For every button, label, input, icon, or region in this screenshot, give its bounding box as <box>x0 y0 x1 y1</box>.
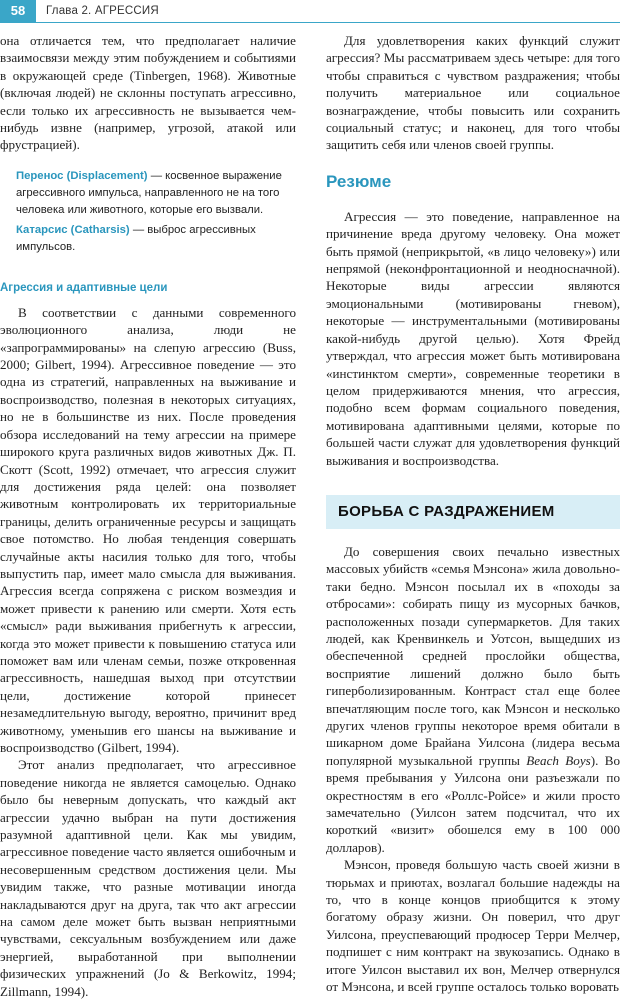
definitions <box>16 168 296 256</box>
subheading: Агрессия и адаптивные цели <box>0 281 168 294</box>
right-column <box>326 32 620 996</box>
text-run: До совершения своих печально известных массовых убийств «семья Мэнсона» жила довольно-таки бедно. Мэнсон посылал их в «походы за отбросами»: собирать пищу из мусорных бачков, расположенных позади супермаркетов. Для таких людей, как Кренвинкель и Уотсон, выщедших из обеспеченной средней прослойки общества, восприятие лишений должно было быть гиперболизированным. Контраст стал еще более впечатляющим после того, как Мэнсон и несколько других членов группы некоторое время обитали в шикарном доме Брайана Уилсона (лидера весьма популярной музыкальной группы <box>326 543 620 768</box>
paragraph: она отличается тем, что предполагает наличие взаимосвязи между этим побуждением и событиями в окружающей среде (Tinbergen, 1968). Животные (включая людей) не склонны поступать агрессивно, если только их агрессивность не вызывается чем-нибудь извне (например, угрозой, атакой или фрустрацией). <box>0 33 296 153</box>
paragraph: Этот анализ предполагает, что агрессивное поведение никогда не является самоцелью. Однако было бы неверным допускать, что каждый акт агрессии удачно выбран на пути достижения разумной адаптивной цели. Как мы увидим, агрессивное поведение часто является ошибочным и несовершенным средством достижения цели. Мы увидим также, что разные мотивации иногда накладываются друг на друга, так что акт агрессии на самом деле может быть вызван неприятными чувствами, сексуальным возбуждением или даже энергией, выработанной при выполнении физических упражнений (Jo & Berkowitz, 1994; Zillmann, 1994). <box>0 757 296 999</box>
page-number: 58 <box>0 0 36 22</box>
term-catharsis: Катарсис (Catharsis) <box>16 223 130 236</box>
paragraph: Для удовлетворения каких функций служит агрессия? Мы рассматриваем здесь четыре: для того чтобы справиться с чувством раздражения; чтобы получить материальное или социальное вознаграждение, чтобы повысить или сохранить социальный статус; и наконец, для того чтобы защитить себя или членов своей группы. <box>326 33 620 153</box>
summary-title: Резюме <box>326 171 392 191</box>
definition-text: — косвенное выражение агрессивного импульса, направленного не на того человека или животного, которые его вызвали. <box>16 169 282 216</box>
box-paragraph: Мэнсон, проведя большую часть своей жизни в тюрьмах и приютах, возлагал большие надежды на то, что в конце концов приобщится к этому богатому образу жизни. Он поверил, что друг Уилсона, преуспевающий продюсер Терри Мелчер, подпишет с ним контракт на звукозапись. Однако в итоге Уилсон выставил их вон, Мелчер отвернулся от Мэнсона, и всей группе осталось только воровать <box>326 857 620 995</box>
definition-text: — выброс агрессивных импульсов. <box>16 223 256 253</box>
definition-displacement <box>16 168 296 219</box>
paragraph: В соответствии с данными современного эволюционного анализа, люди не «запрограммированы» на слепую агрессию (Buss, 2000; Gilbert, 1994). Агрессивное поведение — это одна из стратегий, направленных на выживание и воспроизводство, полезная в некоторых ситуациях, но не в большинстве из них. После проведения обзора исследований на тему агрессии на примере широкого круга различных видов животных Дж. П. Скотт (Scott, 1992) отмечает, что агрессия служит для достижения ряда целей: она позволяет животным контролировать их территориальные границы, делить ограниченные ресурсы и защищать свое потомство. Но любая тенденция совершать случайные акты насилия только для того, чтобы выпустить пар, имеет мало смысла для выживания. Агрессия всегда сопряжена с риском возмездия и может привести к ранению или смерти. Хотя есть «смысл» ради выживания прибегнуть к агрессии, когда это может привести к повышению статуса или поможет вам или членам семьи, позже откровенная агрессивность, нашедшая выход при отсутствии цели, достижение которой принесет незамедлительную выгоду, вероятно, причинит вред животному, уменьшив его шансы на выживание и воспроизводство (Gilbert, 1994). <box>0 304 296 755</box>
running-title: Глава 2. АГРЕССИЯ <box>46 5 159 17</box>
box-paragraph <box>326 543 620 856</box>
box-title: БОРЬБА С РАЗДРАЖЕНИЕМ <box>326 495 620 529</box>
left-column <box>0 32 296 1000</box>
text-run: ). Во время пребывания у Уилсона они разъезжали по окрестностям в его «Роллс-Ройсе» и жили просто замечательно (Уилсон затем подсчитал, что их короткий «визит» обошелся ему в 100 000 долларов). <box>326 752 620 855</box>
summary-paragraph: Агрессия — это поведение, направленное на причинение вреда другому человеку. Она может быть прямой (неприкрытой, «в лицо человеку») или непрямой (неконфронтационной и неодносначной). Некоторые виды агрессии являются эмоциональными (мотивированы гневом), некоторые — инструментальными (мотивированы какой-нибудь другой целью). Хотя Фрейд утверждал, что агрессия может быть мотивирована «инстинктом смерти», современные теоретики в целом придерживаются мнения, что агрессия, подобно всем формам социального поведения, мотивирована адаптивными целями, которые по большей части служат для удовлетворения функций выживания и воспроизводства. <box>326 208 620 468</box>
page-header <box>0 0 620 23</box>
definition-catharsis <box>16 222 296 256</box>
term-displacement: Перенос (Displacement) <box>16 169 148 182</box>
band-name: Beach Boys <box>526 752 591 768</box>
